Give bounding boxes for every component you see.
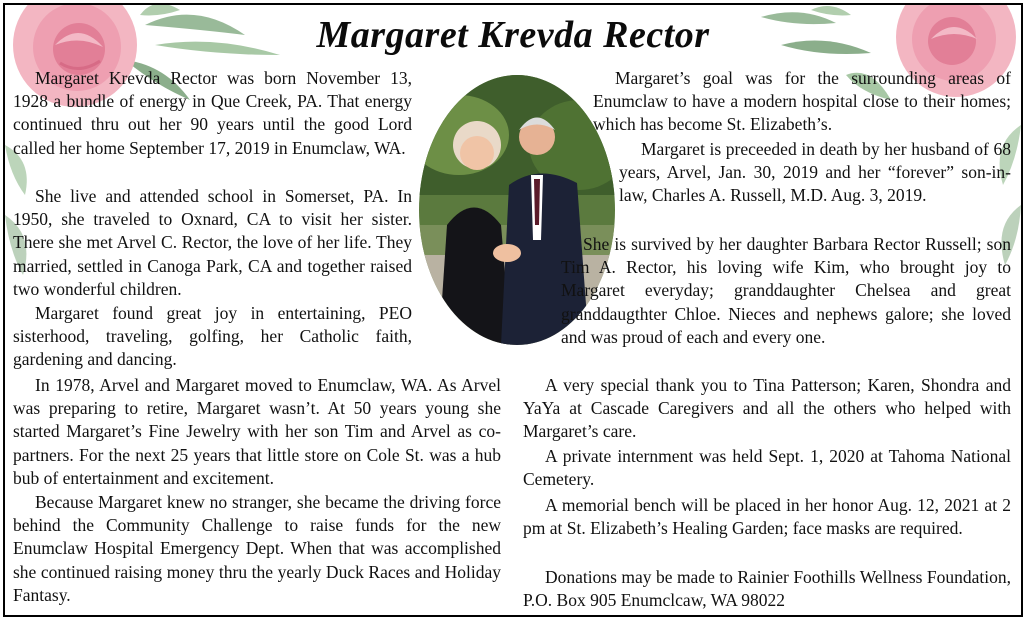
paragraph-memorial-bench: A memorial bench will be placed in her honor Aug. 12, 2021 at 2 pm at St. Elizabeth’s Healing Garden; face masks are required. [523, 495, 1011, 539]
paragraph-preceded: Margaret is preceeded in death by her husband of 68 years, Arvel, Jan. 30, 2019 and her “forever” son-in-law, Charles A. Russell, M.D. Aug. 3, 2019. [619, 139, 1011, 206]
paragraph-survived: She is survived by her daughter Barbara Rector Russell; son Tim A. Rector, his loving wife Kim, who brought joy to Margaret everyday; granddaughter Chelsea and great granddaugthter Chloe. Nieces and nephews galore; she loved and was proud of each and every one. [561, 234, 1011, 347]
paragraph-early-life: She live and attended school in Somerset, PA. In 1950, she traveled to Oxnard, CA to visit her sister. There she met Arvel C. Rector, the love of her life. They married, settled in Canoga Park, CA and together raised two wonderful children. [13, 186, 412, 299]
paragraph-hospital-goal: Margaret’s goal was for the surrounding areas of Enumclaw to have a modern hospital close to their homes; which has become St. Elizabeth’s. [593, 68, 1011, 135]
obituary-frame [3, 3, 1023, 617]
obituary-title: Margaret Krevda Rector [316, 14, 710, 56]
paragraph-birth: Margaret Krevda Rector was born November 13, 1928 a bundle of energy in Que Creek, PA. That energy continued thru out her 90 years until the good Lord called her home September 17, 2019 in Enumclaw, WA. [13, 68, 412, 158]
paragraph-thank-you: A very special thank you to Tina Patterson; Karen, Shondra and YaYa at Cascade Caregivers and all the others who helped with Margaret’s care. [523, 375, 1011, 442]
paragraph-community-challenge: Because Margaret knew no stranger, she became the driving force behind the Community Challenge to raise funds for the new Enumclaw Hospital Emergency Dept. When that was accomplished she continued raising money thru the yearly Duck Races and Holiday Fantasy. [13, 492, 501, 605]
paragraph-donations: Donations may be made to Rainier Foothills Wellness Foundation, P.O. Box 905 Enumclcaw, WA 98022 [523, 567, 1011, 611]
paragraph-joys: Margaret found great joy in entertaining, PEO sisterhood, traveling, golfing, her Catholic faith, gardening and dancing. [13, 303, 412, 370]
paragraph-jewelry-store: In 1978, Arvel and Margaret moved to Enumclaw, WA. As Arvel was preparing to retire, Margaret wasn’t. At 50 years young she started Margaret’s Fine Jewelry with her son Tim and Arvel as co-partners. For the next 25 years that little store on Cole St. was a hub bub of entertainment and excitement. [13, 375, 501, 488]
paragraph-internment: A private internment was held Sept. 1, 2020 at Tahoma National Cemetery. [523, 446, 1011, 490]
